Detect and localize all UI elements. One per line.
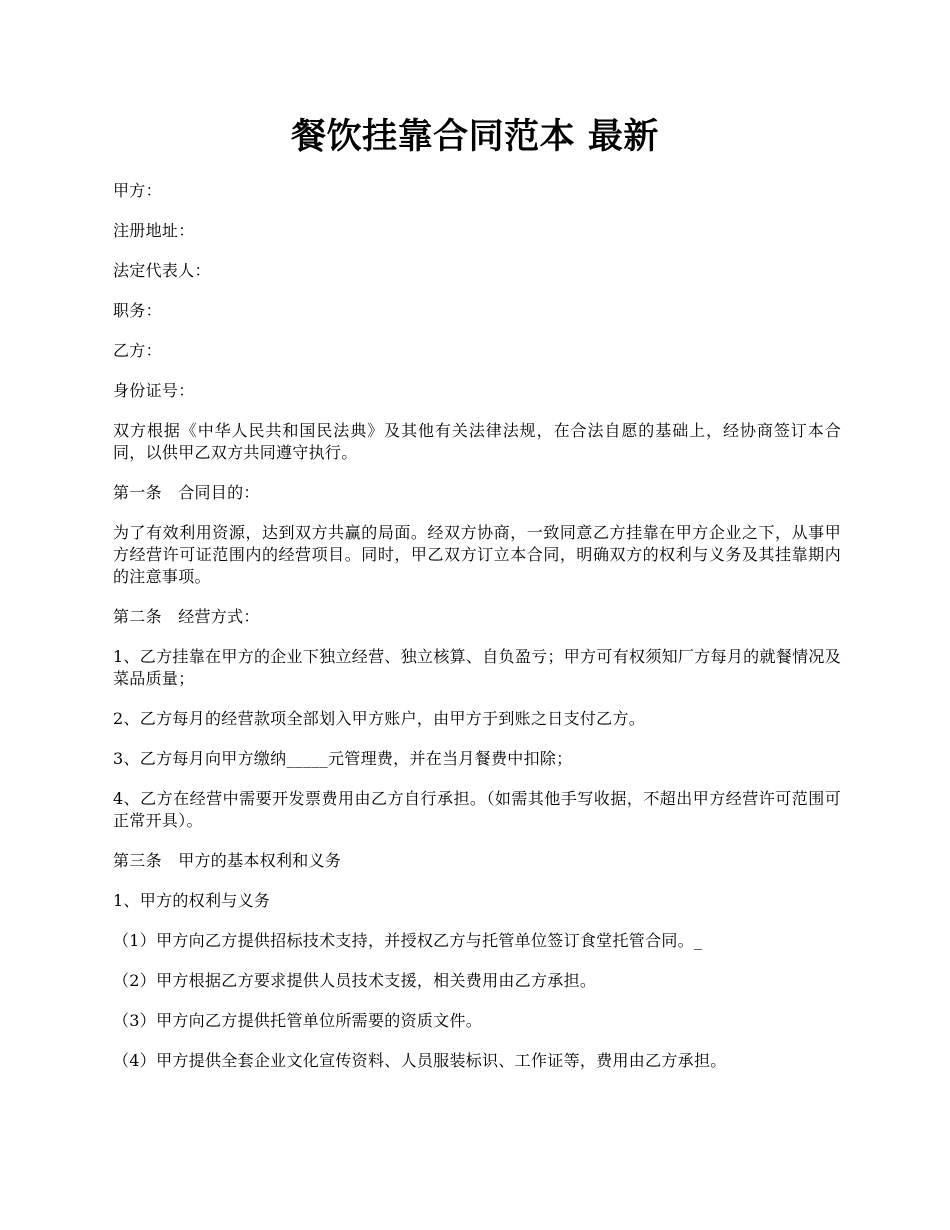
- article-1-heading: 第一条 合同目的：: [113, 483, 260, 502]
- article-3-item-3: （3）甲方向乙方提供托管单位所需要的资质文件。: [113, 1011, 483, 1030]
- article-3-subheading: 1、甲方的权利与义务: [113, 891, 271, 910]
- document-title: 餐饮挂靠合同范本 最新: [291, 117, 659, 157]
- registered-address-label: 注册地址：: [113, 221, 195, 240]
- article-2-heading: 第二条 经营方式：: [113, 607, 260, 626]
- id-number-label: 身份证号：: [113, 381, 195, 400]
- legal-representative-label: 法定代表人：: [113, 261, 211, 280]
- document-body: [113, 180, 841, 1090]
- party-b-label: 乙方：: [113, 341, 162, 360]
- article-1-body: 为了有效利用资源，达到双方共赢的局面。经双方协商，一致同意乙方挂靠在甲方企业之下，从事甲方经营许可证范围内的经营项目。同时，甲乙双方订立本合同，明确双方的权利与义务及其挂靠期内的注意事项。: [113, 523, 841, 586]
- article-2-item-3: 3、乙方每月向甲方缴纳_____元管理费，并在当月餐费中扣除；: [113, 749, 573, 768]
- position-label: 职务：: [113, 301, 162, 320]
- article-3-item-1: （1）甲方向乙方提供招标技术支持，并授权乙方与托管单位签订食堂托管合同。_: [113, 931, 703, 950]
- preamble-paragraph: 双方根据《中华人民共和国民法典》及其他有关法律法规，在合法自愿的基础上，经协商签订本合同，以供甲乙双方共同遵守执行。: [113, 421, 841, 462]
- article-2-item-1: 1、乙方挂靠在甲方的企业下独立经营、独立核算、自负盈亏；甲方可有权须知厂方每月的就餐情况及菜品质量；: [113, 647, 841, 688]
- article-3-item-4: （4）甲方提供全套企业文化宣传资料、人员服装标识、工作证等，费用由乙方承担。: [113, 1051, 727, 1070]
- article-2-item-4: 4、乙方在经营中需要开发票费用由乙方自行承担。（如需其他手写收据，不超出甲方经营许可范围可正常开具）。: [113, 789, 841, 830]
- article-3-item-2: （2）甲方根据乙方要求提供人员技术支援，相关费用由乙方承担。: [113, 971, 597, 990]
- article-3-heading: 第三条 甲方的基本权利和义务: [113, 851, 342, 870]
- article-2-item-2: 2、乙方每月的经营款项全部划入甲方账户，由甲方于到账之日支付乙方。: [113, 709, 646, 728]
- party-a-label: 甲方：: [113, 181, 162, 200]
